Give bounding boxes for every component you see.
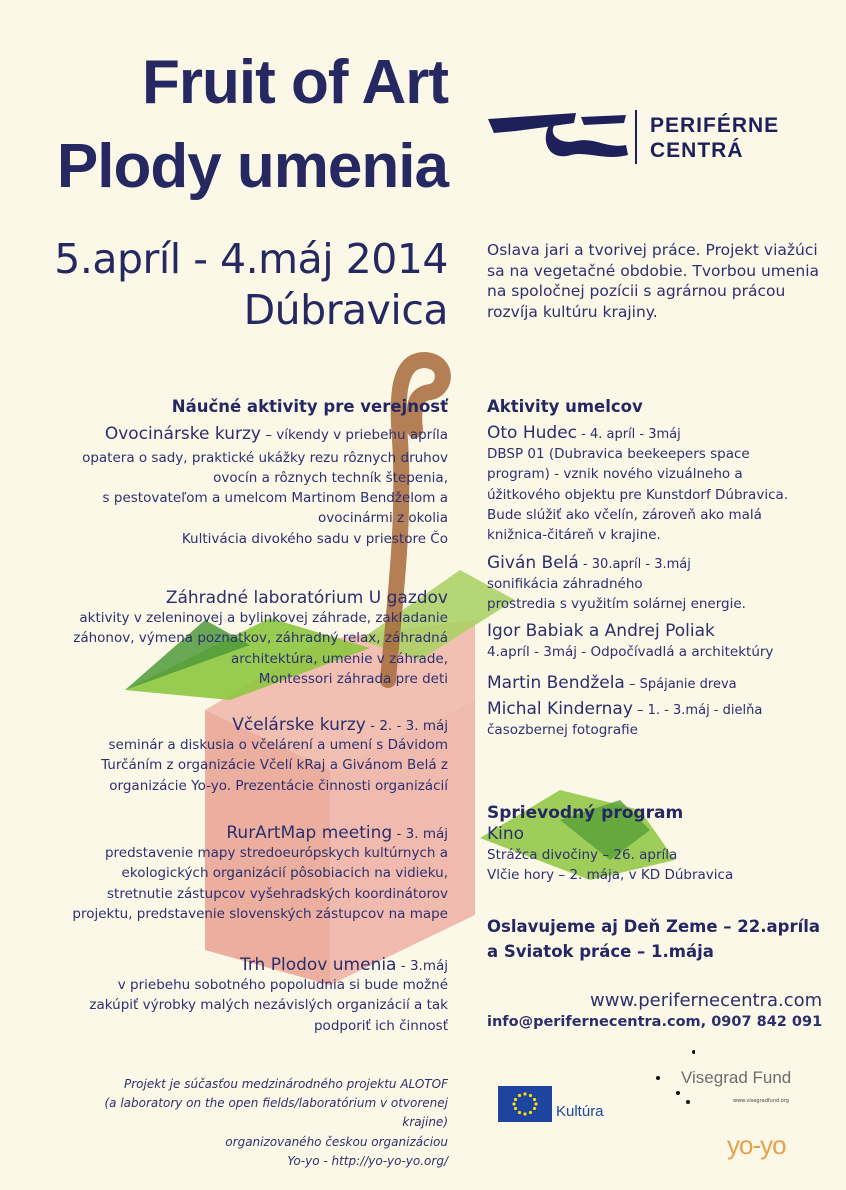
artist-date: - 4. apríl - 3máj [577, 427, 681, 442]
event-dates: 5.apríl - 4.máj 2014 [54, 235, 448, 283]
activity-zahradne [8, 588, 448, 689]
visegrad-url: www.visegradfund.org [733, 1098, 789, 1104]
activity-line: ovocín a rôznych techník štepenia, [213, 469, 448, 486]
logo-divider [635, 110, 637, 164]
artist-bela [487, 552, 832, 615]
credit-line: organizovaného českou organizáciou [225, 1134, 448, 1149]
visegrad-fund-label: Visegrad Fund [681, 1068, 792, 1087]
eu-flag-icon [498, 1086, 552, 1122]
activity-title: Včelárske kurzy [232, 715, 366, 735]
public-activities-heading: Náučné aktivity pre verejnosť [171, 397, 448, 416]
logo-line-2: CENTRÁ [650, 139, 744, 163]
website-link[interactable]: www.perifernecentra.com [590, 990, 823, 1011]
credits [88, 1075, 448, 1171]
activity-line: Turčáním z organizácie Včelí kRaj a Givánom Belá z [101, 757, 448, 774]
artist-line: časozbernej fotografie [487, 722, 638, 739]
program-line: Vlčie hory – 2. mája, v KD Dúbravica [487, 867, 734, 884]
activity-line: zakúpiť výrobky malých nezávislých organizácií a tak [89, 997, 448, 1014]
event-info [54, 234, 448, 337]
intro-text: Oslava jari a tvorivej práce. Projekt viažúci sa na vegetačné obdobie. Tvorbou umenia na spoločnej pozícii s agrárnou prácou rozvíja kultúru krajiny. [487, 241, 820, 321]
artist-line: knižnica-čitáreň v krajine. [487, 527, 661, 544]
activity-line: opatera o sady, praktické ukážky rezu rôznych druhov [82, 449, 448, 466]
credit-line: (a laboratory on the open fields/laboratórium v otvorenej krajine) [104, 1096, 448, 1130]
celebrations [487, 915, 832, 965]
artist-name: Igor Babiak a Andrej Poliak [487, 621, 715, 641]
program-section [487, 803, 832, 886]
artist-babiak-poliak [487, 620, 832, 662]
activity-line: stretnutie zástupcov vyšehradských koordinátorov [107, 885, 448, 902]
artist-kindernay [487, 698, 832, 740]
periferne-logo-icon [486, 105, 636, 165]
celebrate-labour-day: a Sviatok práce – 1.mája [487, 941, 714, 961]
activity-line: záhonov, výmena poznatkov, záhradný relax, záhradná [73, 630, 448, 647]
activity-date: - 2. - 3. máj [365, 718, 448, 734]
program-heading: Sprievodný program [487, 803, 684, 823]
activity-title: Ovocinárske kurzy [104, 424, 261, 444]
activity-line: ovocinármi z okolia [317, 510, 448, 527]
activity-line: Kultivácia divokého sadu v priestore Čo [181, 530, 448, 547]
program-sub: Kino [487, 824, 525, 844]
activity-date: - 3.máj [396, 958, 448, 974]
artist-date: - 30.apríl - 3.máj [578, 557, 691, 572]
artist-activities-heading: Aktivity umelcov [487, 397, 643, 416]
title-line-2: Plody umenia [56, 132, 448, 201]
celebrate-earth-day: Oslavujeme aj Deň Zeme – 22.apríla [487, 917, 821, 936]
artist-name: Martin Bendžela [487, 673, 625, 693]
activity-line: v priebehu sobotného popoludnia si bude možné [117, 977, 448, 993]
activity-line: Montessori záhrada pre deti [258, 670, 448, 687]
artist-line: sonifikácia záhradného [487, 576, 643, 593]
artist-name: Oto Hudec [487, 423, 578, 443]
activity-line: seminár a diskusia o včelárení a umení s Dávidom [108, 737, 448, 753]
activity-line: s pestovateľom a umelcom Martinom Bendželom a [102, 490, 448, 506]
artist-date: – Spájanie dreva [624, 677, 737, 692]
activity-vcelarske [8, 715, 448, 796]
artist-line: DBSP 01 (Dubravica beekeepers space [487, 446, 750, 463]
artist-name: Michal Kindernay [487, 699, 633, 719]
activity-ovocinarske [8, 422, 448, 549]
event-place: Dúbravica [243, 286, 448, 335]
activity-rurartmap [8, 823, 448, 924]
artist-date: – 1. - 3.máj - dielňa [632, 703, 763, 718]
activity-line: predstavenie mapy stredoeurópskych kultúrnych a [104, 845, 448, 861]
yoyo-logo: yo-yo [727, 1130, 786, 1160]
activity-line: ekologických organizácií pôsobiacich na vidieku, [121, 865, 448, 882]
activity-date: - 3. máj [392, 826, 448, 842]
artist-line: program) - vznik nového vizuálneho a [487, 466, 743, 483]
artist-line: úžitkového objektu pre Kunstdorf Dúbravica. [487, 486, 789, 503]
artist-bendzela [487, 672, 832, 694]
credit-line: Yo-yo - http://yo-yo-yo.org/ [287, 1153, 448, 1168]
program-line: Strážca divočiny – 26. apríla [487, 847, 678, 864]
activity-trh [8, 955, 448, 1036]
logo-line-1: PERIFÉRNE [650, 114, 780, 137]
artist-name: Giván Belá [487, 553, 579, 573]
activity-title: Trh Plodov umenia [239, 955, 397, 975]
activity-line: projektu, predstavenie slovenských zástupcov na mape [72, 905, 448, 922]
activity-title: Záhradné laboratórium U gazdov [165, 588, 448, 608]
activity-line: aktivity v zeleninovej a bylinkovej záhrade, zakladanie [79, 610, 448, 626]
activity-line: – víkendy v priebehu apríla [265, 427, 448, 443]
credit-line: Projekt je súčasťou medzinárodného projektu ALOTOF [123, 1077, 448, 1091]
artist-line: 4.apríl - 3máj - Odpočívadlá a architektúry [487, 644, 774, 661]
title-line-1: Fruit of Art [142, 48, 448, 117]
artist-line: prostredia s využitím solárnej energie. [487, 596, 746, 613]
activity-title: RurArtMap meeting [226, 823, 393, 843]
artist-hudec [487, 422, 832, 545]
activity-line: architektúra, umenie v záhrade, [230, 650, 448, 667]
activity-line: podporiť ich činnosť [313, 1017, 448, 1034]
contact-info[interactable]: info@perifernecentra.com, 0907 842 091 [487, 1014, 823, 1030]
activity-line: organizácie Yo-yo. Prezentácie činnosti organizácií [109, 777, 448, 794]
eu-culture-label: Kultúra [556, 1103, 604, 1120]
logo-wordmark [650, 113, 779, 163]
artist-line: Bude slúžiť ako včelín, zároveň ako malá [487, 506, 762, 523]
